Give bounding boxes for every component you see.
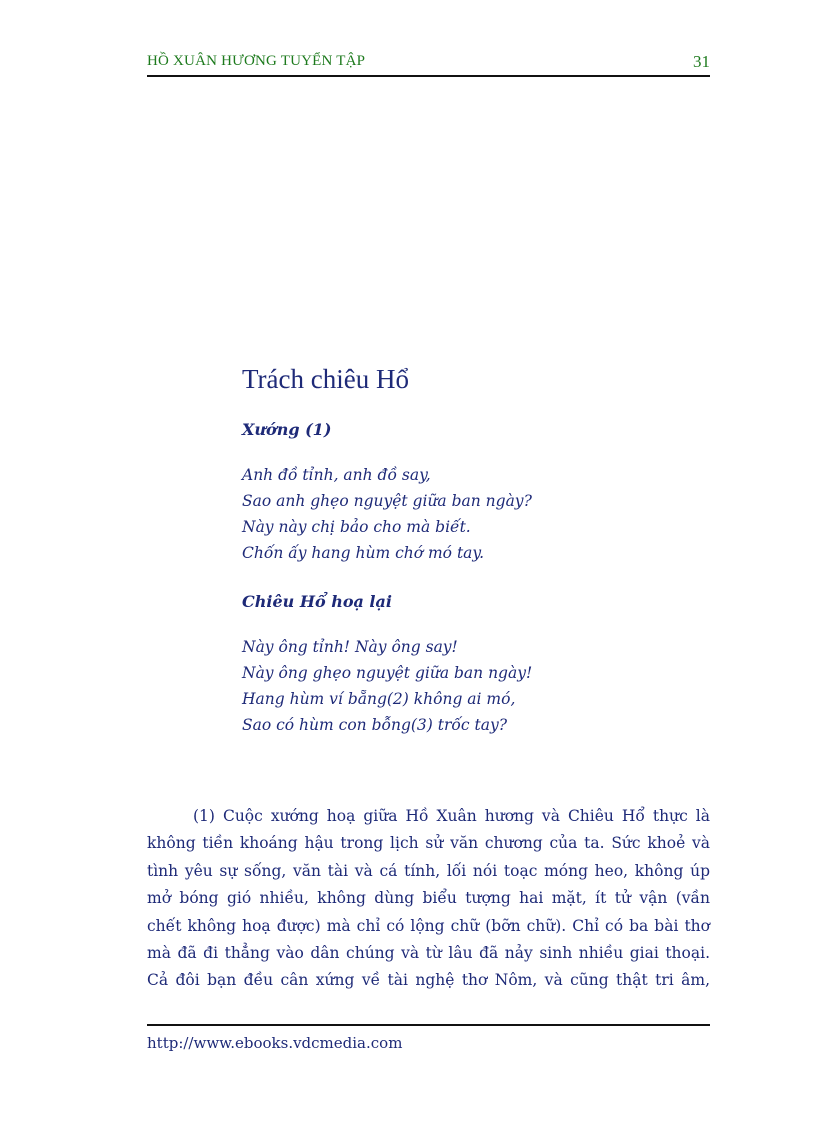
section-heading-hoa-lai: Chiêu Hổ hoạ lại	[242, 592, 392, 611]
verse-line: Hang hùm ví bẵng(2) không ai mó,	[242, 690, 516, 708]
footnote-line: chết không hoạ được) mà chỉ có lộng chữ (bỡn chữ). Chỉ có ba bài thơ	[147, 916, 710, 935]
verse-block-hoa-lai	[242, 634, 532, 738]
footer-divider	[147, 1024, 710, 1026]
book-title: HỒ XUÂN HƯƠNG TUYỂN TẬP	[147, 53, 366, 69]
footnote-paragraph	[147, 803, 710, 995]
section-heading-xuong: Xướng (1)	[242, 420, 332, 439]
verse-line: Anh đồ tỉnh, anh đồ say,	[242, 466, 431, 484]
verse-line: Này này chị bảo cho mà biết.	[242, 518, 471, 536]
verse-line: Này ông ghẹo nguyệt giữa ban ngày!	[242, 664, 533, 682]
verse-line: Sao có hùm con bỗng(3) trốc tay?	[242, 716, 508, 734]
footnote-line: Cả đôi bạn đều cân xứng về tài nghệ thơ Nôm, và cũng thật tri âm,	[147, 971, 710, 990]
footnote-line: mà đã đi thẳng vào dân chúng và từ lâu đã nảy sinh nhiều giai thoại.	[147, 943, 710, 962]
footnote-line: không tiền khoáng hậu trong lịch sử văn chương của ta. Sức khoẻ và	[147, 834, 710, 853]
footnote-line: mở bóng gió nhiều, không dùng biểu tượng hai mặt, ít tử vận (vần	[147, 889, 710, 908]
verse-line: Sao anh ghẹo nguyệt giữa ban ngày?	[242, 492, 532, 510]
footnote-line: (1) Cuộc xướng hoạ giữa Hồ Xuân hương và Chiêu Hổ thực là	[193, 807, 710, 825]
verse-line: Chốn ấy hang hùm chớ mó tay.	[242, 544, 485, 562]
verse-block-xuong	[242, 462, 532, 566]
page-header	[147, 53, 710, 77]
footer-link[interactable]: http://www.ebooks.vdcmedia.com	[147, 1034, 403, 1052]
page-number: 31	[693, 52, 710, 71]
verse-line: Này ông tỉnh! Này ông say!	[242, 638, 458, 656]
poem-title: Trách chiêu Hổ	[242, 364, 409, 394]
footnote-line: tình yêu sự sống, văn tài và cá tính, lối nói toạc móng heo, không úp	[147, 861, 710, 880]
